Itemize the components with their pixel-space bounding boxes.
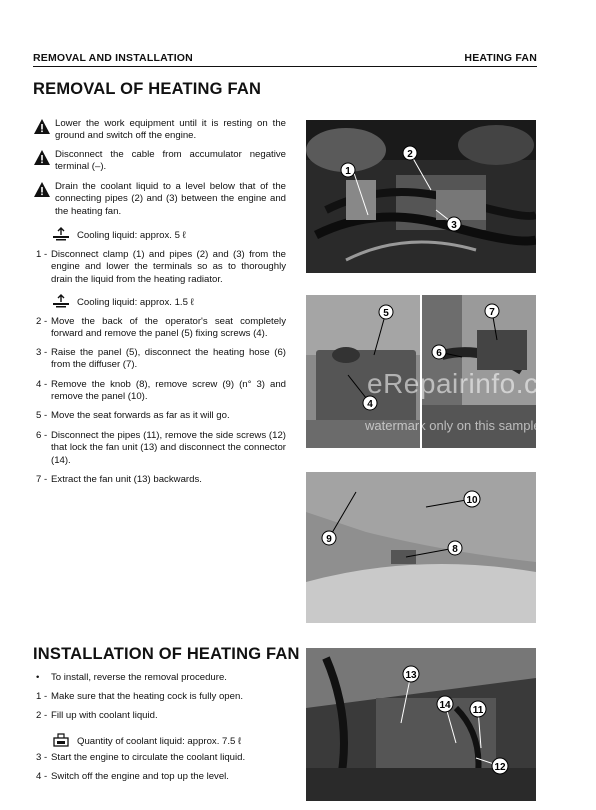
warning-icon bbox=[34, 119, 50, 134]
installation-title: INSTALLATION OF HEATING FAN bbox=[33, 645, 300, 663]
callout-7: 7 bbox=[489, 307, 495, 318]
watermark-brand: eRepairinfo.com bbox=[367, 368, 579, 399]
bullet-icon: • bbox=[36, 672, 40, 683]
callout-9: 9 bbox=[326, 534, 332, 545]
page-header bbox=[33, 52, 537, 67]
coolant-icon bbox=[52, 294, 70, 308]
callout-4: 4 bbox=[367, 399, 373, 410]
warning-text: Drain the coolant liquid to a level below that of the connecting pipes (2) and (3) between the engine and the heating fan. bbox=[55, 181, 286, 217]
warning-2 bbox=[34, 149, 286, 174]
callout-8: 8 bbox=[452, 544, 458, 555]
warning-3 bbox=[34, 181, 286, 218]
callout-10: 10 bbox=[466, 495, 478, 506]
warning-icon bbox=[34, 150, 50, 165]
warning-text: Lower the work equipment until it is resting on the ground and switch off the engine. bbox=[55, 118, 286, 142]
install-coolant-note: Quantity of coolant liquid: approx. 7.5 ℓ bbox=[52, 736, 241, 748]
step-5: 5 - Move the seat forwards as far as it will go. bbox=[36, 410, 230, 421]
step-2: 2 - Move the back of the operator's seat completely forward and remove the panel (5) fixing screws (4). bbox=[36, 316, 286, 340]
step-3: 3 - Raise the panel (5), disconnect the heating hose (6) from the diffuser (7). bbox=[36, 347, 286, 371]
fig4-callouts bbox=[306, 648, 536, 801]
callout-2: 2 bbox=[407, 149, 413, 160]
install-step-4: 4 - Switch off the engine and top up the level. bbox=[36, 771, 229, 782]
install-step-3: 3 - Start the engine to circulate the coolant liquid. bbox=[36, 752, 246, 763]
fig3-callouts bbox=[306, 472, 536, 623]
coolant-icon bbox=[52, 227, 70, 241]
callout-5: 5 bbox=[383, 308, 389, 319]
step-4: 4 - Remove the knob (8), remove screw (9) (n° 3) and remove the panel (10). bbox=[36, 379, 286, 403]
fig1-callouts bbox=[306, 120, 536, 273]
removal-title: REMOVAL OF HEATING FAN bbox=[33, 80, 262, 98]
callout-6: 6 bbox=[436, 348, 442, 359]
watermark-note: watermark only on this sample bbox=[365, 418, 541, 433]
warning-icon bbox=[34, 182, 50, 197]
warning-text: Disconnect the cable from accumulator negative terminal (–). bbox=[55, 149, 286, 173]
header-section: REMOVAL AND INSTALLATION bbox=[33, 52, 193, 64]
callout-13: 13 bbox=[405, 670, 417, 681]
coolant-icon bbox=[52, 733, 70, 747]
install-step-2: 2 - Fill up with coolant liquid. bbox=[36, 710, 158, 721]
step-6: 6 - Disconnect the pipes (11), remove the side screws (12) that lock the fan unit (13) and disconnect the connector (14). bbox=[36, 430, 286, 466]
callout-3: 3 bbox=[451, 220, 457, 231]
callout-12: 12 bbox=[494, 762, 506, 773]
callout-1: 1 bbox=[345, 166, 351, 177]
install-bullet: • To install, reverse the removal procedure. bbox=[36, 672, 227, 683]
coolant-note-1: Cooling liquid: approx. 5 ℓ bbox=[52, 230, 186, 242]
step-1: 1 - Disconnect clamp (1) and pipes (2) and (3) from the engine and lower the terminals so as to thoroughly drain the liquid from the heating radiator. bbox=[36, 249, 286, 285]
callout-11: 11 bbox=[472, 705, 484, 716]
install-step-1: 1 - Make sure that the heating cock is fully open. bbox=[36, 691, 243, 702]
step-7: 7 - Extract the fan unit (13) backwards. bbox=[36, 474, 202, 485]
header-topic: HEATING FAN bbox=[464, 52, 537, 64]
coolant-note-2: Cooling liquid: approx. 1.5 ℓ bbox=[52, 297, 194, 309]
warning-1 bbox=[34, 118, 286, 143]
callout-14: 14 bbox=[439, 700, 451, 711]
